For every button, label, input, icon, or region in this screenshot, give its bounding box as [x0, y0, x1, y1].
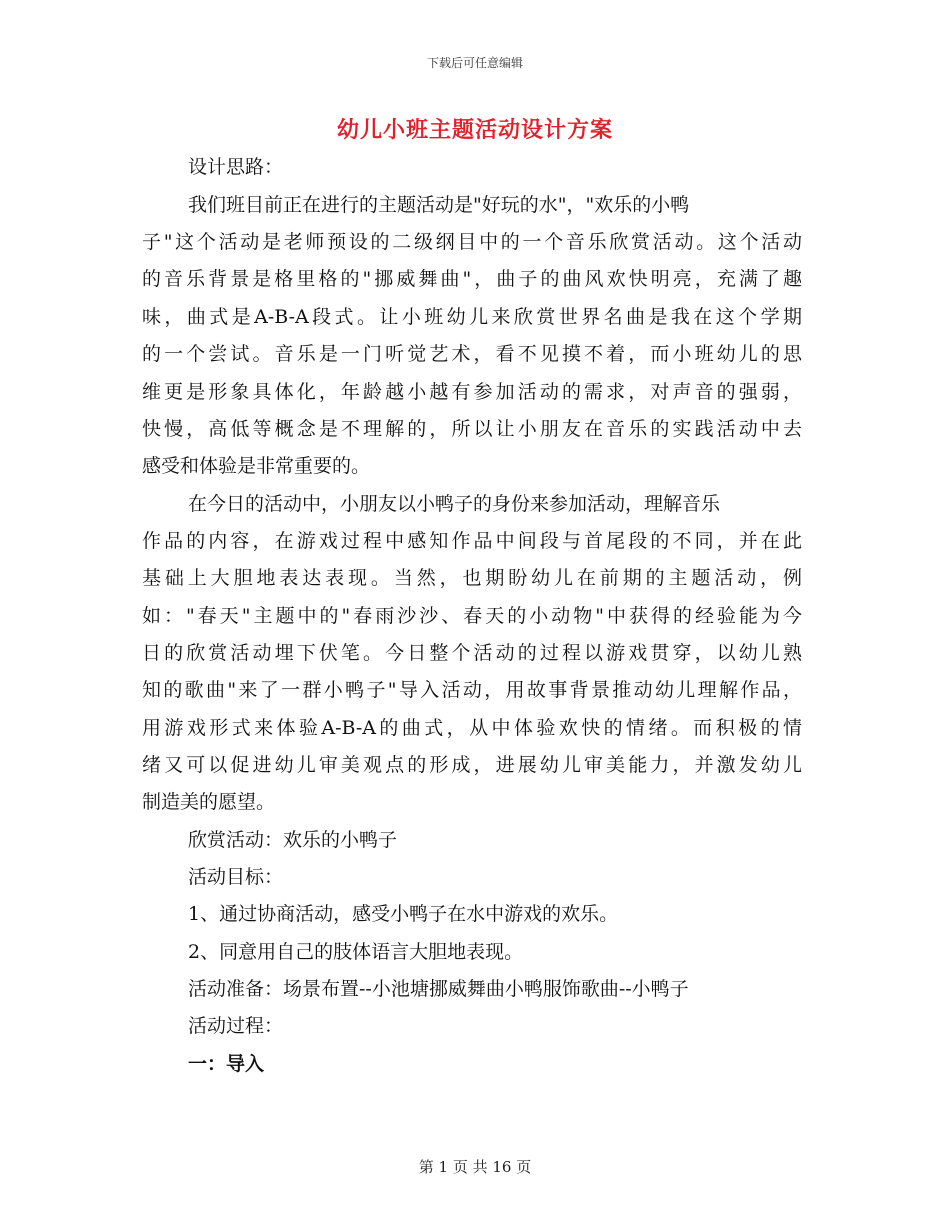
text-line: 如："春天"主题中的"春雨沙沙、春天的小动物"中获得的经验能为今 [142, 605, 802, 627]
text-line: 活动过程： [188, 1015, 284, 1037]
text-line: 在今日的活动中，小朋友以小鸭子的身份来参加活动，理解音乐 [188, 493, 721, 515]
text-line: 欣赏活动：欢乐的小鸭子 [188, 829, 398, 851]
document-title: 幼儿小班主题活动设计方案 [336, 117, 613, 143]
text-line: 基础上大胆地表达表现。当然，也期盼幼儿在前期的主题活动，例 [142, 567, 802, 589]
text-line: 我们班目前正在进行的主题活动是"好玩的水"，"欢乐的小鸭 [188, 194, 690, 216]
text-line: 感受和体验是非常重要的。 [142, 455, 371, 477]
text-line: 快慢，高低等概念是不理解的，所以让小朋友在音乐的实践活动中去 [142, 418, 802, 440]
text-line: 活动准备：场景布置--小池塘挪威舞曲小鸭服饰歌曲--小鸭子 [188, 978, 689, 1000]
text-line: 味，曲式是A-B-A段式。让小班幼儿来欣赏世界名曲是我在这个学期 [142, 306, 802, 328]
text-line: 设计思路： [188, 156, 284, 178]
text-line: 1、通过协商活动，感受小鸭子在水中游戏的欢乐。 [188, 903, 619, 925]
text-line: 的一个尝试。音乐是一门听觉艺术，看不见摸不着，而小班幼儿的思 [142, 343, 802, 365]
text-line: 子"这个活动是老师预设的二级纲目中的一个音乐欣赏活动。这个活动 [142, 231, 802, 253]
text-line: 的音乐背景是格里格的"挪威舞曲"，曲子的曲风欢快明亮，充满了趣 [142, 268, 802, 290]
text-line: 作品的内容，在游戏过程中感知作品中间段与首尾段的不同，并在此 [142, 530, 802, 552]
section-heading: 一：导入 [188, 1053, 265, 1075]
text-line: 维更是形象具体化，年龄越小越有参加活动的需求，对声音的强弱， [142, 381, 802, 403]
text-line: 制造美的愿望。 [142, 791, 276, 813]
header-note: 下载后可任意编辑 [426, 56, 523, 70]
page-footer: 第 1 页 共 16 页 [418, 1158, 532, 1176]
text-line: 知的歌曲"来了一群小鸭子"导入活动，用故事背景推动幼儿理解作品， [142, 679, 802, 701]
text-line: 活动目标： [188, 866, 284, 888]
text-line: 用游戏形式来体验A-B-A的曲式，从中体验欢快的情绪。而积极的情 [142, 717, 802, 739]
text-line: 绪又可以促进幼儿审美观点的形成，进展幼儿审美能力，并激发幼儿 [142, 754, 802, 776]
text-line: 2、同意用自己的肢体语言大胆地表现。 [188, 941, 524, 963]
text-line: 日的欣赏活动埋下伏笔。今日整个活动的过程以游戏贯穿，以幼儿熟 [142, 642, 802, 664]
